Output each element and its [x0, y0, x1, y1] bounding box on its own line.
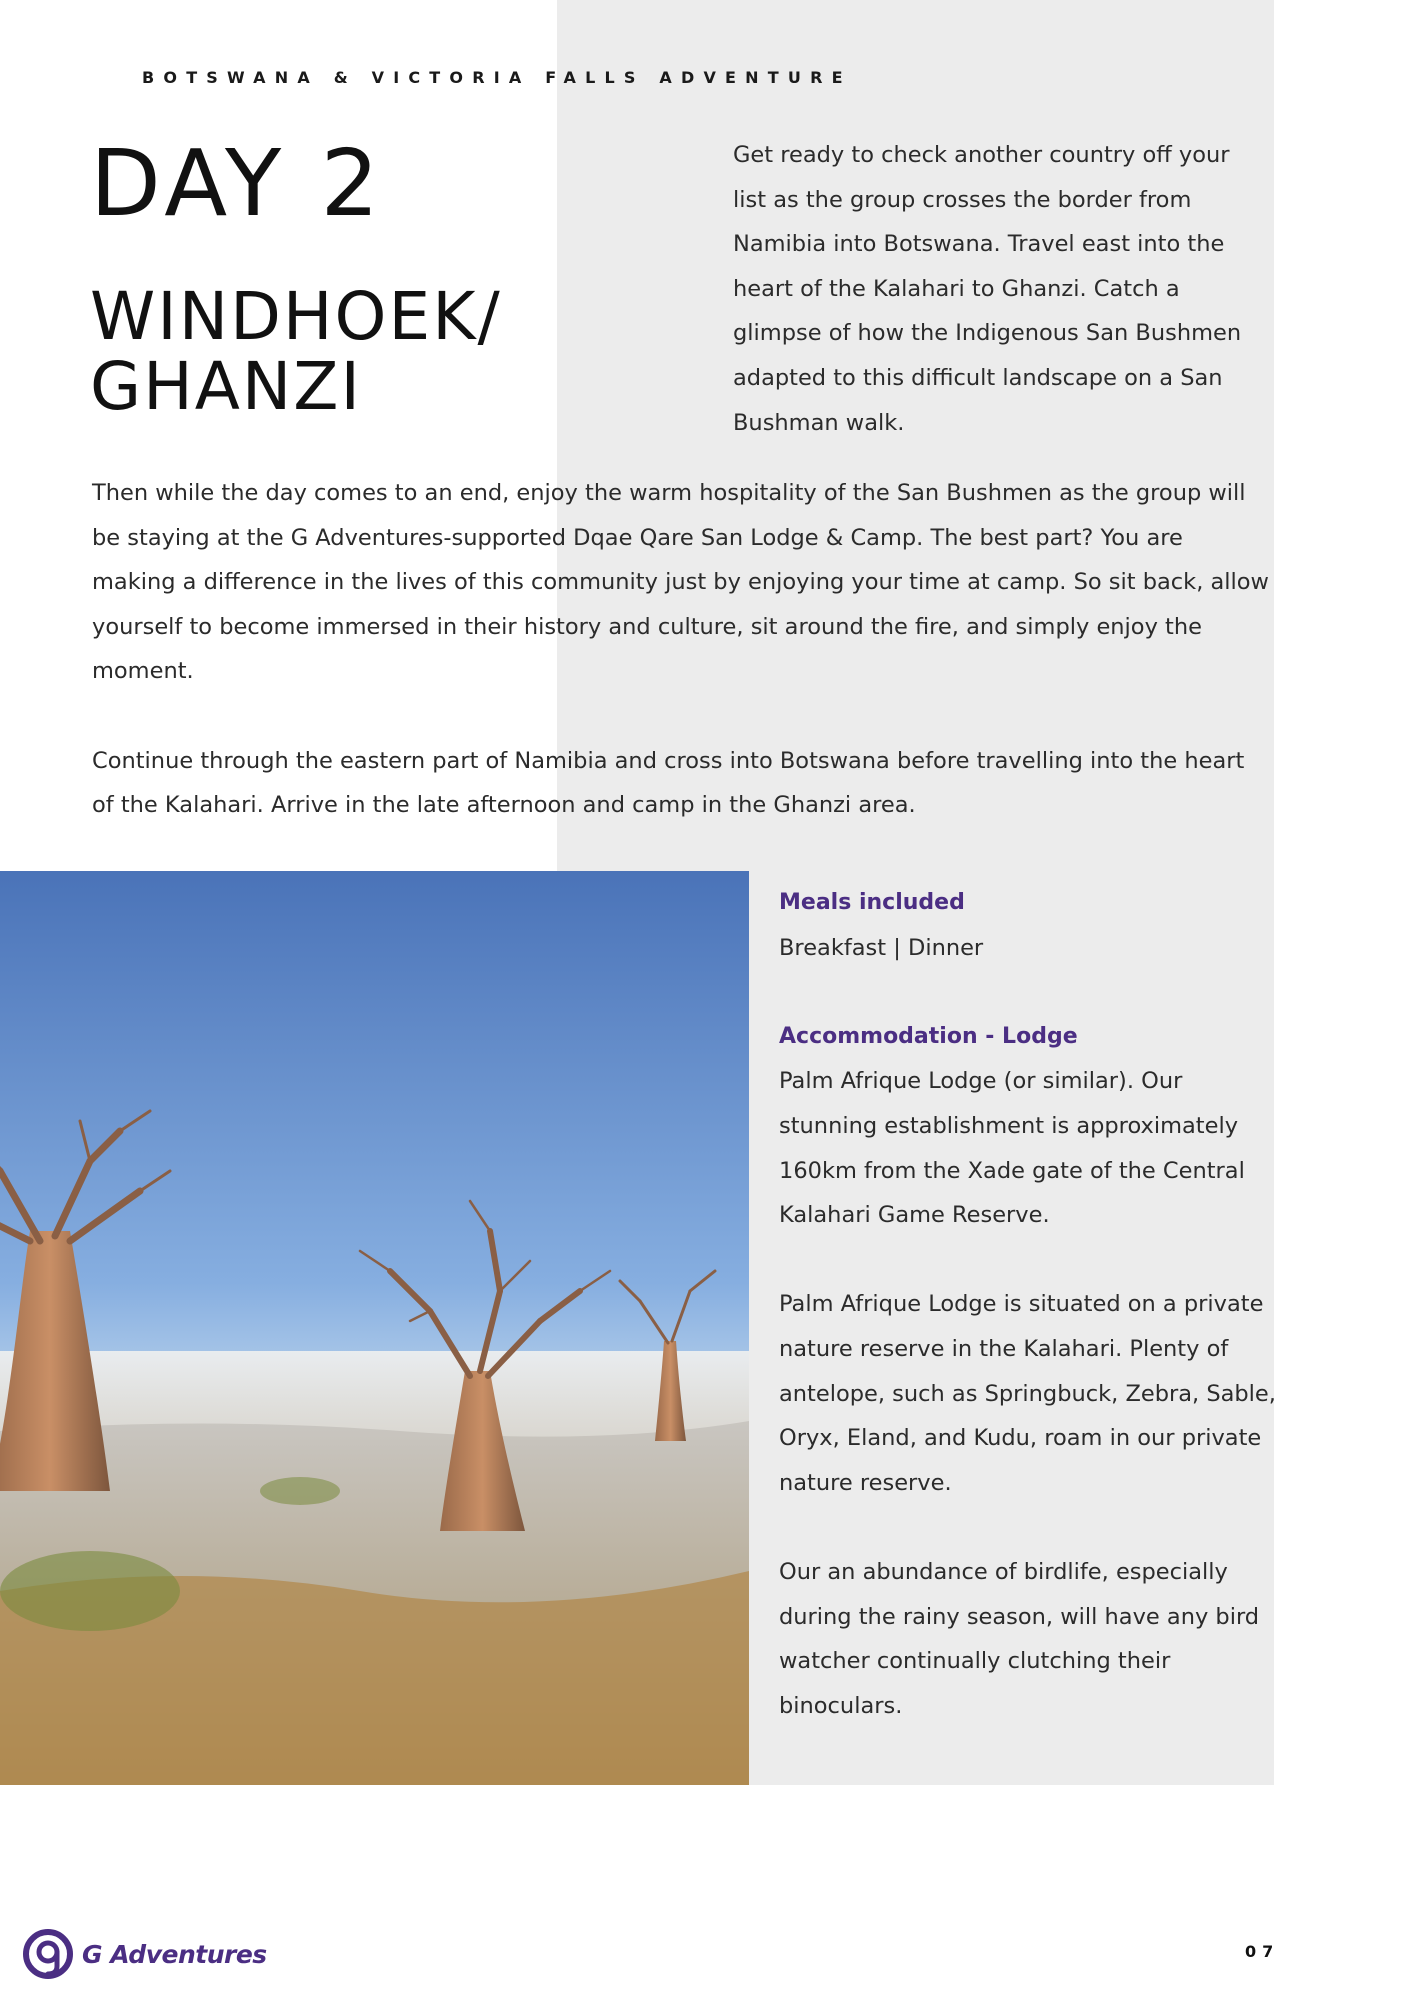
place-title-line2: GHANZI [90, 348, 362, 425]
page-number: 07 [1245, 1942, 1280, 1961]
accommodation-label: Accommodation - Lodge [779, 1023, 1078, 1049]
g-adventures-logo-icon [22, 1928, 74, 1980]
trip-tagline: BOTSWANA & VICTORIA FALLS ADVENTURE [142, 68, 852, 87]
trip-details [779, 881, 1279, 1728]
day-title: DAY 2 [90, 130, 384, 237]
brand-name: G Adventures [82, 1939, 267, 1969]
body-text [92, 471, 1272, 872]
body-paragraph-1: Then while the day comes to an end, enjoy the warm hospitality of the San Bushmen as the group will be staying at the G Adventures-supported Dqae Qare San Lodge & Camp. The best part? You are making a difference in the lives of this community just by enjoying your time at camp. So sit back, allow yourself to become immersed in their history and culture, sit around the fire, and simply enjoy the moment. [92, 480, 1269, 685]
place-title [90, 278, 502, 425]
brand-logo [22, 1928, 267, 1980]
accommodation-paragraph-1: Palm Afrique Lodge (or similar). Our stunning establishment is approximately 160km from the Xade gate of the Central Kalahari Game Reserve. [779, 1068, 1245, 1229]
meals-label: Meals included [779, 890, 965, 915]
place-title-line1: WINDHOEK/ [90, 278, 502, 355]
intro-paragraph: Get ready to check another country off your list as the group crosses the border from Namibia into Botswana. Travel east into the heart of the Kalahari to Ghanzi. Catch a glimpse of how the Indigenous San Bushmen adapted to this difficult landscape on a San Bushman walk. [733, 142, 1242, 436]
body-paragraph-2: Continue through the eastern part of Namibia and cross into Botswana before travelling into the heart of the Kalahari. Arrive in the late afternoon and camp in the Ghanzi area. [92, 747, 1245, 819]
meals-value: Breakfast | Dinner [779, 934, 984, 961]
baobab-landscape-photo [0, 871, 749, 1785]
accommodation-paragraph-2: Palm Afrique Lodge is situated on a private nature reserve in the Kalahari. Plenty of antelope, such as Springbuck, Zebra, Sable, Oryx, Eland, and Kudu, roam in our private nature reserve. [779, 1291, 1276, 1496]
accommodation-paragraph-3: Our an abundance of birdlife, especially during the rainy season, will have any bird watcher continually clutching their binoculars. [779, 1558, 1260, 1719]
